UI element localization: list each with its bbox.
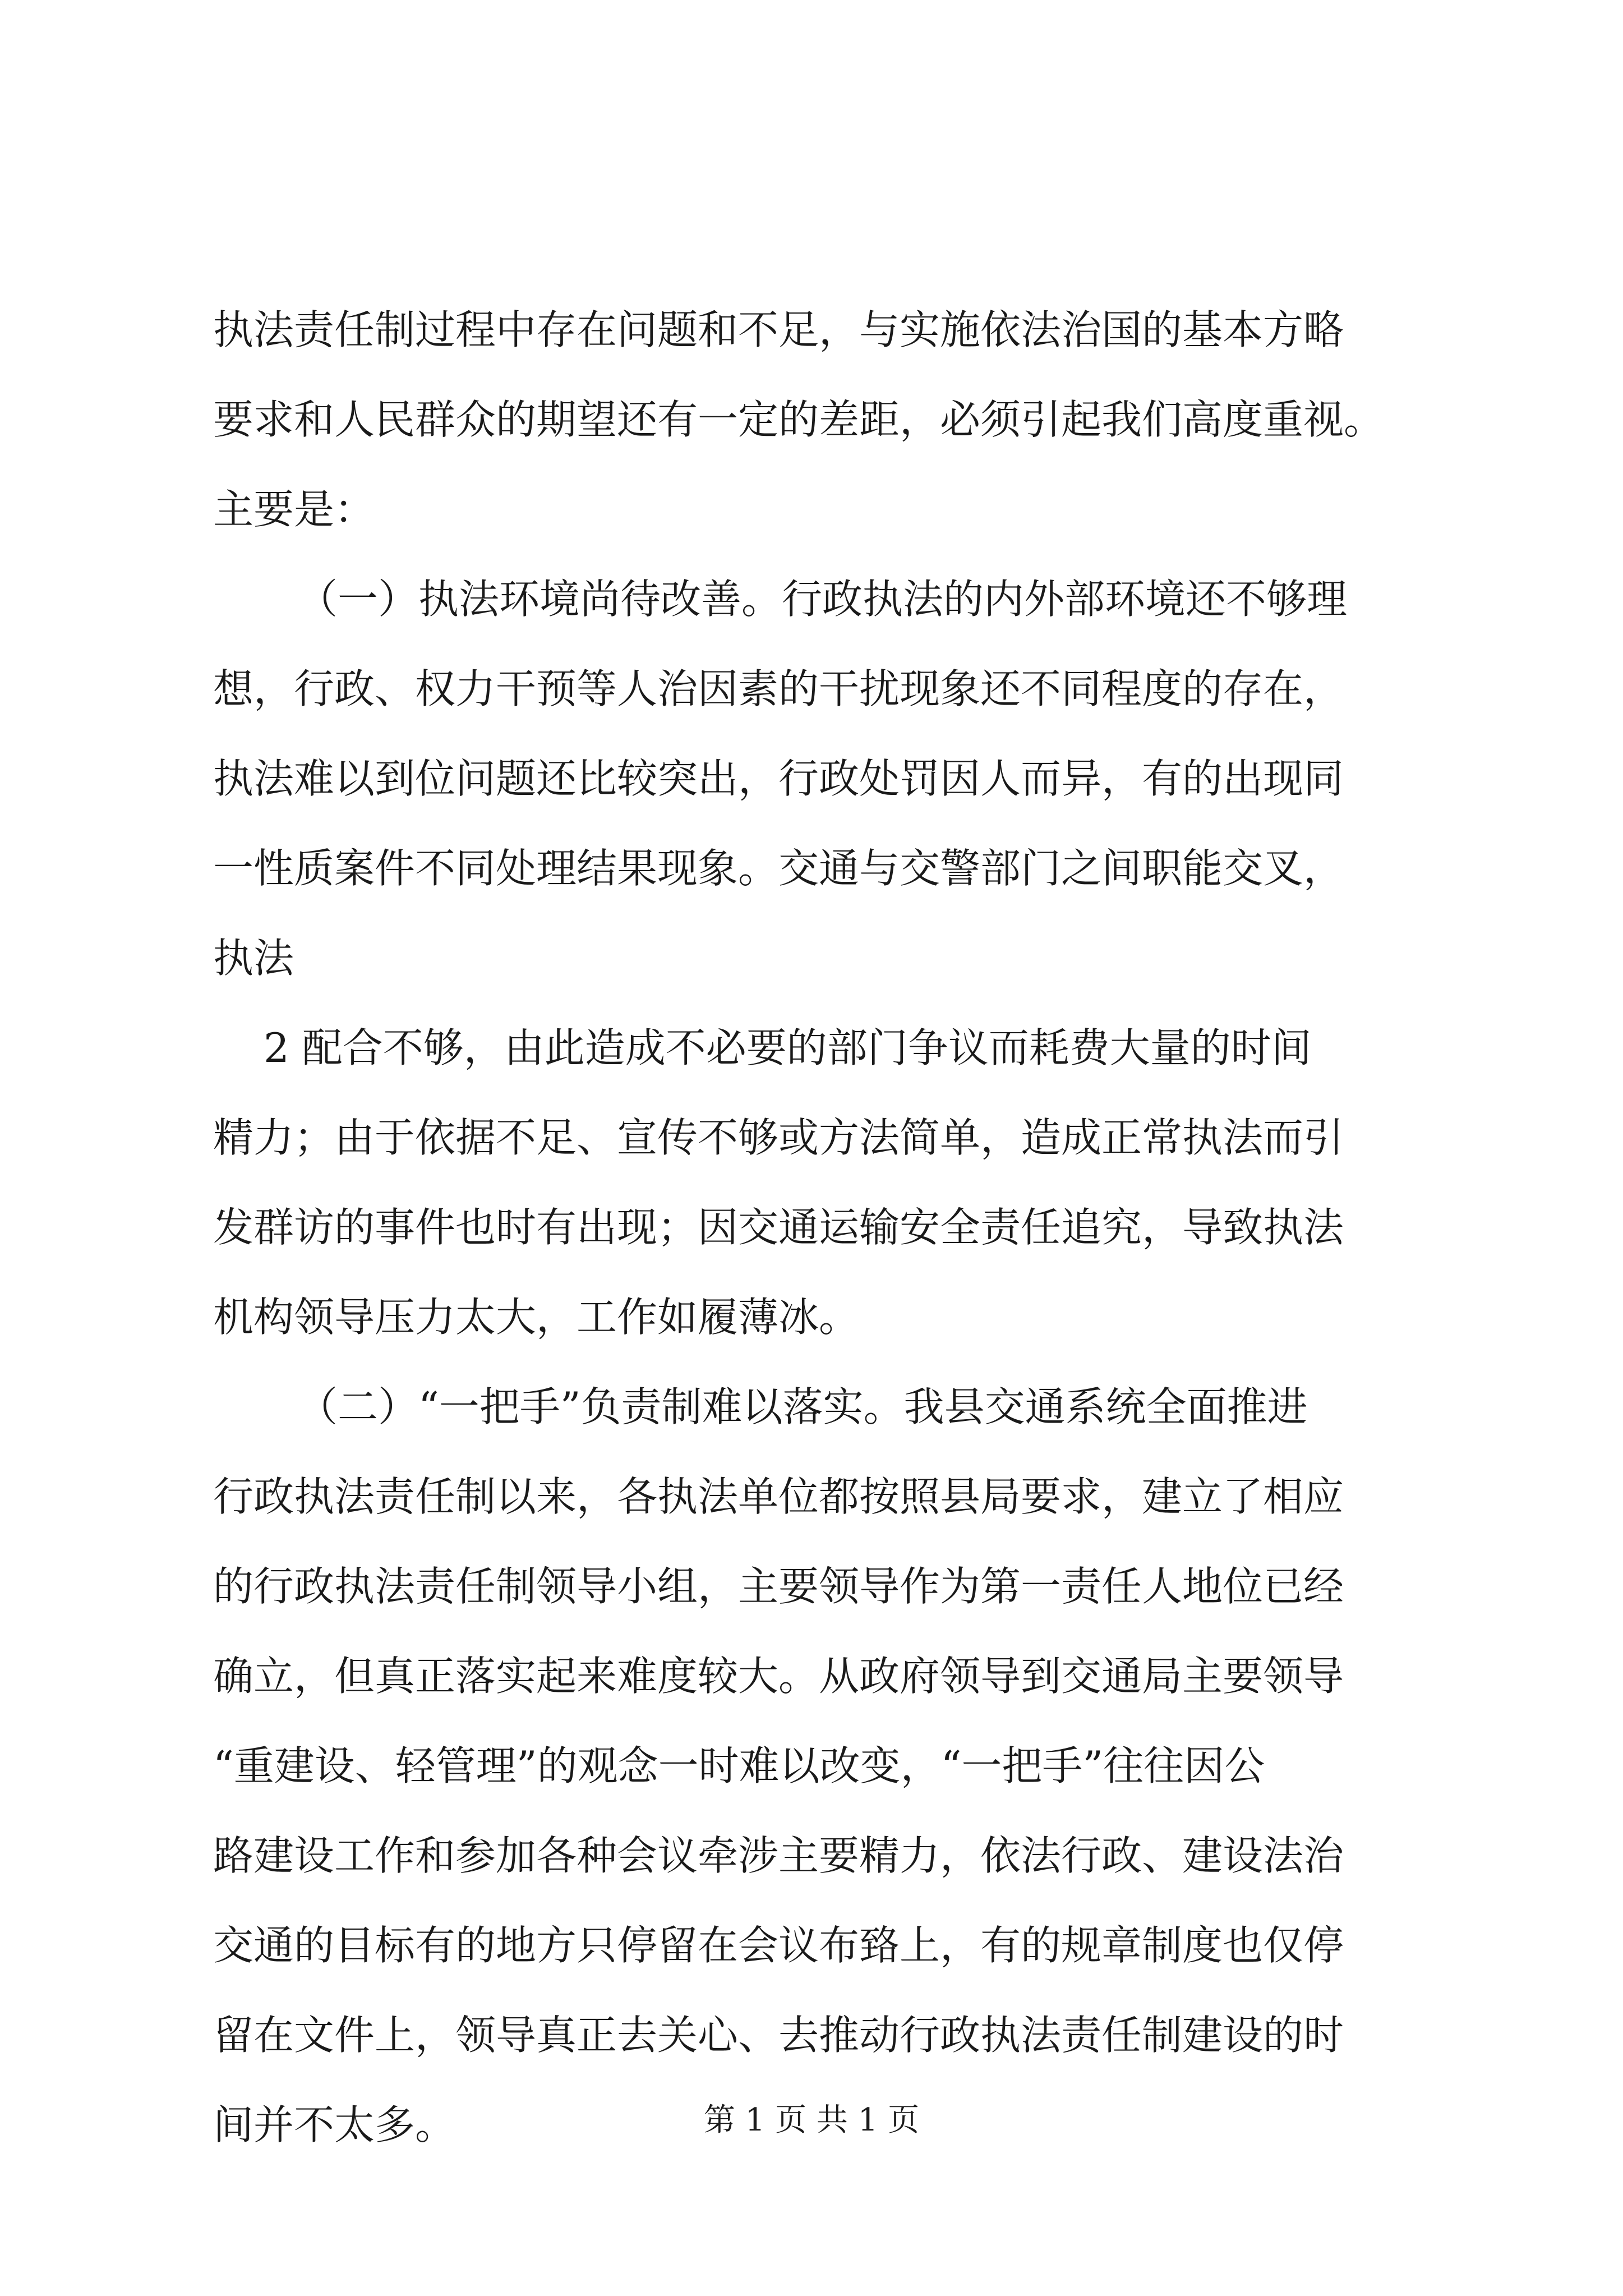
text-line: 的行政执法责任制领导小组，主要领导作为第一责任人地位已经 xyxy=(213,1563,1344,1610)
text-line: 精力；由于依据不足、宣传不够或方法简单，造成正常执法而引 xyxy=(213,1114,1344,1161)
text-line: （一）执法环境尚待改善。行政执法的内外部环境还不够理 xyxy=(297,576,1348,623)
text-line: 2 配合不够，由此造成不必要的部门争议而耗费大量的时间 xyxy=(264,1024,1312,1071)
page-number-footer: 第 1 页 共 1 页 xyxy=(703,2102,920,2138)
text-line: 执法难以到位问题还比较突出，行政处罚因人而异，有的出现同 xyxy=(213,755,1344,802)
text-line: “重建设、轻管理”的观念一时难以改变，“一把手”往往因公 xyxy=(213,1742,1265,1789)
text-line: 交通的目标有的地方只停留在会议布臵上，有的规章制度也仅停 xyxy=(213,1922,1344,1969)
text-line: 路建设工作和参加各种会议牵涉主要精力，依法行政、建设法治 xyxy=(213,1832,1344,1879)
text-line: 想，行政、权力干预等人治因素的干扰现象还不同程度的存在， xyxy=(213,665,1344,712)
text-line: 主要是： xyxy=(213,486,375,533)
text-line: 执法责任制过程中存在问题和不足，与实施依法治国的基本方略 xyxy=(213,306,1344,353)
text-line: （二）“一把手”负责制难以落实。我县交通系统全面推进 xyxy=(297,1383,1308,1430)
text-line: 机构领导压力太大，工作如履薄冰。 xyxy=(213,1294,860,1341)
text-line: 要求和人民群众的期望还有一定的差距，必须引起我们高度重视。 xyxy=(213,396,1385,443)
text-line: 确立，但真正落实起来难度较大。从政府领导到交通局主要领导 xyxy=(213,1653,1344,1700)
text-line: 间并不太多。 xyxy=(213,2101,456,2148)
document-body xyxy=(213,285,1436,2170)
text-line: 一性质案件不同处理结果现象。交通与交警部门之间职能交叉， xyxy=(213,845,1344,892)
text-line: 发群访的事件也时有出现；因交通运输安全责任追究，导致执法 xyxy=(213,1204,1344,1251)
text-line: 执法 xyxy=(213,935,294,982)
text-line: 行政执法责任制以来，各执法单位都按照县局要求，建立了相应 xyxy=(213,1473,1344,1520)
text-line: 留在文件上，领导真正去关心、去推动行政执法责任制建设的时 xyxy=(213,2012,1344,2059)
